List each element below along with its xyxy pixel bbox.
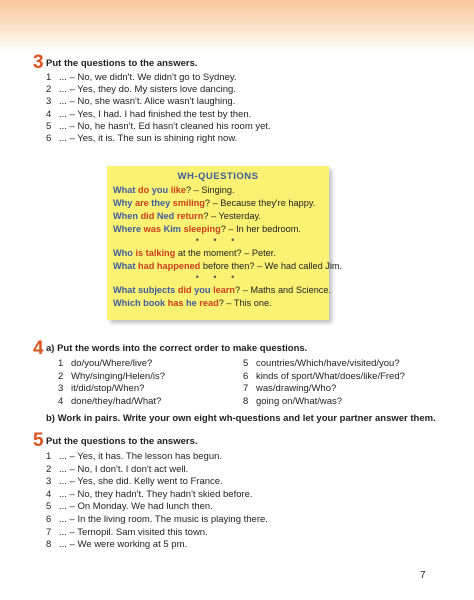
list-item [243,358,400,369]
exercise-4a-label: a) [46,343,55,354]
item-number: 5 [46,120,52,132]
item-number: 4 [46,488,52,500]
item-number: 1 [46,451,52,462]
answer-text: at the moment? – Peter. [175,248,276,258]
item-text: going on/What/was? [256,395,343,407]
question-word: Why [113,198,135,208]
auxiliary: was [143,224,162,234]
item-text: ... – No, he hasn't. Ed hasn't cleaned his room yet. [59,120,271,132]
verb: like [170,185,187,195]
question-word: Which book [113,298,168,308]
list-item [58,371,165,382]
item-number: 5 [243,358,249,369]
exercise-4a-title [46,343,307,354]
item-number: 4 [46,108,52,120]
list-item [46,96,235,107]
question-word: Who [113,248,136,258]
list-item [58,396,161,407]
item-number: 7 [46,526,52,538]
subject: he [183,298,200,308]
item-text: do/you/Where/live? [71,358,153,369]
list-item [46,489,253,500]
answer-text: ? – Maths and Science. [235,285,332,295]
verb: smiling [172,198,205,208]
auxiliary: are [134,198,149,208]
box-title: WH-QUESTIONS [177,171,259,182]
auxiliary: did [140,211,155,221]
box-example-line [113,285,331,295]
subject: you [149,185,171,195]
list-item [46,527,208,538]
list-item [46,72,237,83]
list-item [46,84,236,95]
auxiliary: did [177,285,192,295]
item-number: 2 [58,370,64,382]
answer-text: ? – Because they're happy. [204,198,316,208]
item-number: 8 [243,395,249,407]
list-item [46,514,268,525]
wh-questions-box [107,166,343,320]
auxiliary: had happened [138,261,201,271]
item-number: 7 [243,383,249,395]
item-text: Why/singing/Helen/is? [71,370,165,382]
item-text: ... – No, she wasn't. Alice wasn't laughing. [59,96,236,108]
list-item [46,501,213,512]
answer-text: ? – In her bedroom. [220,224,301,234]
item-number: 6 [243,370,249,382]
item-number: 2 [46,84,52,96]
question-word: Where [113,224,144,234]
answer-text: ? – This one. [218,298,272,308]
separator-dots: • • • [195,272,241,282]
exercise-4-number: 4 [33,338,44,359]
item-number: 8 [46,539,52,551]
auxiliary: do [138,185,150,195]
list-item [46,539,187,550]
header-band [0,0,474,52]
question-word: What subjects [113,285,178,295]
subject: you [191,285,214,295]
list-item [46,451,222,462]
box-example-line [113,211,261,221]
exercise-3-number: 3 [33,52,44,73]
item-number: 3 [46,96,52,108]
item-number: 6 [46,133,52,144]
answer-text: before then? – We had called Jim. [200,261,343,271]
item-number: 3 [46,476,52,488]
exercise-5-number: 5 [33,430,44,451]
list-item [46,464,188,475]
item-text: ... – No, we didn't. We didn't go to Sydney. [59,72,237,83]
item-text: ... – Yes, I had. I had finished the test by then. [59,108,252,120]
item-text: ... – On Monday. We had lunch then. [59,501,213,513]
list-item [243,396,342,407]
list-item [58,383,144,394]
item-number: 1 [58,358,64,369]
subject: Ned [154,211,177,221]
verb: sleeping [183,224,221,234]
exercise-4b-text: b) Work in pairs. Write your own eight wh-questions and let your partner answer them. [46,413,436,424]
subject: Kim [161,224,184,234]
box-example-line [113,298,272,308]
separator-dots: • • • [195,235,241,245]
item-text: ... – Ternopil. Sam visited this town. [59,526,208,538]
item-number: 2 [46,463,52,475]
item-number: 3 [58,383,64,395]
box-example-line [113,198,315,208]
list-item [58,358,152,369]
question-word: What [113,261,139,271]
item-number: 4 [58,395,64,407]
question-word: When [113,211,141,221]
verb: learn [213,285,236,295]
item-number: 5 [46,501,52,513]
auxiliary: is talking [135,248,176,258]
box-example-line [113,261,342,271]
auxiliary: has [167,298,184,308]
item-text: kinds of sport/What/does/like/Fred? [256,370,405,382]
item-number: 1 [46,72,52,83]
item-number: 6 [46,514,52,525]
box-example-line [113,248,276,258]
item-text: ... – We were working at 5 pm. [59,539,188,551]
verb: read [199,298,219,308]
item-text: ... – No, they hadn't. They hadn't skied before. [59,488,253,500]
answer-text: ? – Singing. [186,185,235,195]
list-item [46,109,251,120]
list-item [46,133,237,144]
box-example-line [113,185,235,195]
subject: they [148,198,173,208]
item-text: ... – Yes, they do. My sisters love dancing. [59,84,236,96]
answer-text: ? – Yesterday. [203,211,261,221]
item-text: ... – In the living room. The music is playing there. [59,514,268,525]
exercise-3-title: Put the questions to the answers. [46,58,198,69]
list-item [46,476,223,487]
page-number: 7 [420,570,426,581]
item-text: it/did/stop/When? [71,383,145,395]
item-text: done/they/had/What? [71,395,162,407]
list-item [243,383,336,394]
verb: return [176,211,204,221]
item-text: countries/Which/have/visited/you? [256,358,400,369]
item-text: was/drawing/Who? [256,383,337,395]
list-item [243,371,405,382]
item-text: ... – Yes, it has. The lesson has begun. [59,451,223,462]
item-text: ... – No, I don't. I don't act well. [59,463,189,475]
exercise-5-title: Put the questions to the answers. [46,436,198,447]
item-text: ... – Yes, it is. The sun is shining right now. [59,133,238,144]
list-item [46,121,271,132]
question-word: What [113,185,139,195]
item-text: ... – Yes, she did. Kelly went to France. [59,476,223,488]
box-example-line [113,224,301,234]
exercise-4a-text: Put the words into the correct order to make questions. [57,343,308,354]
